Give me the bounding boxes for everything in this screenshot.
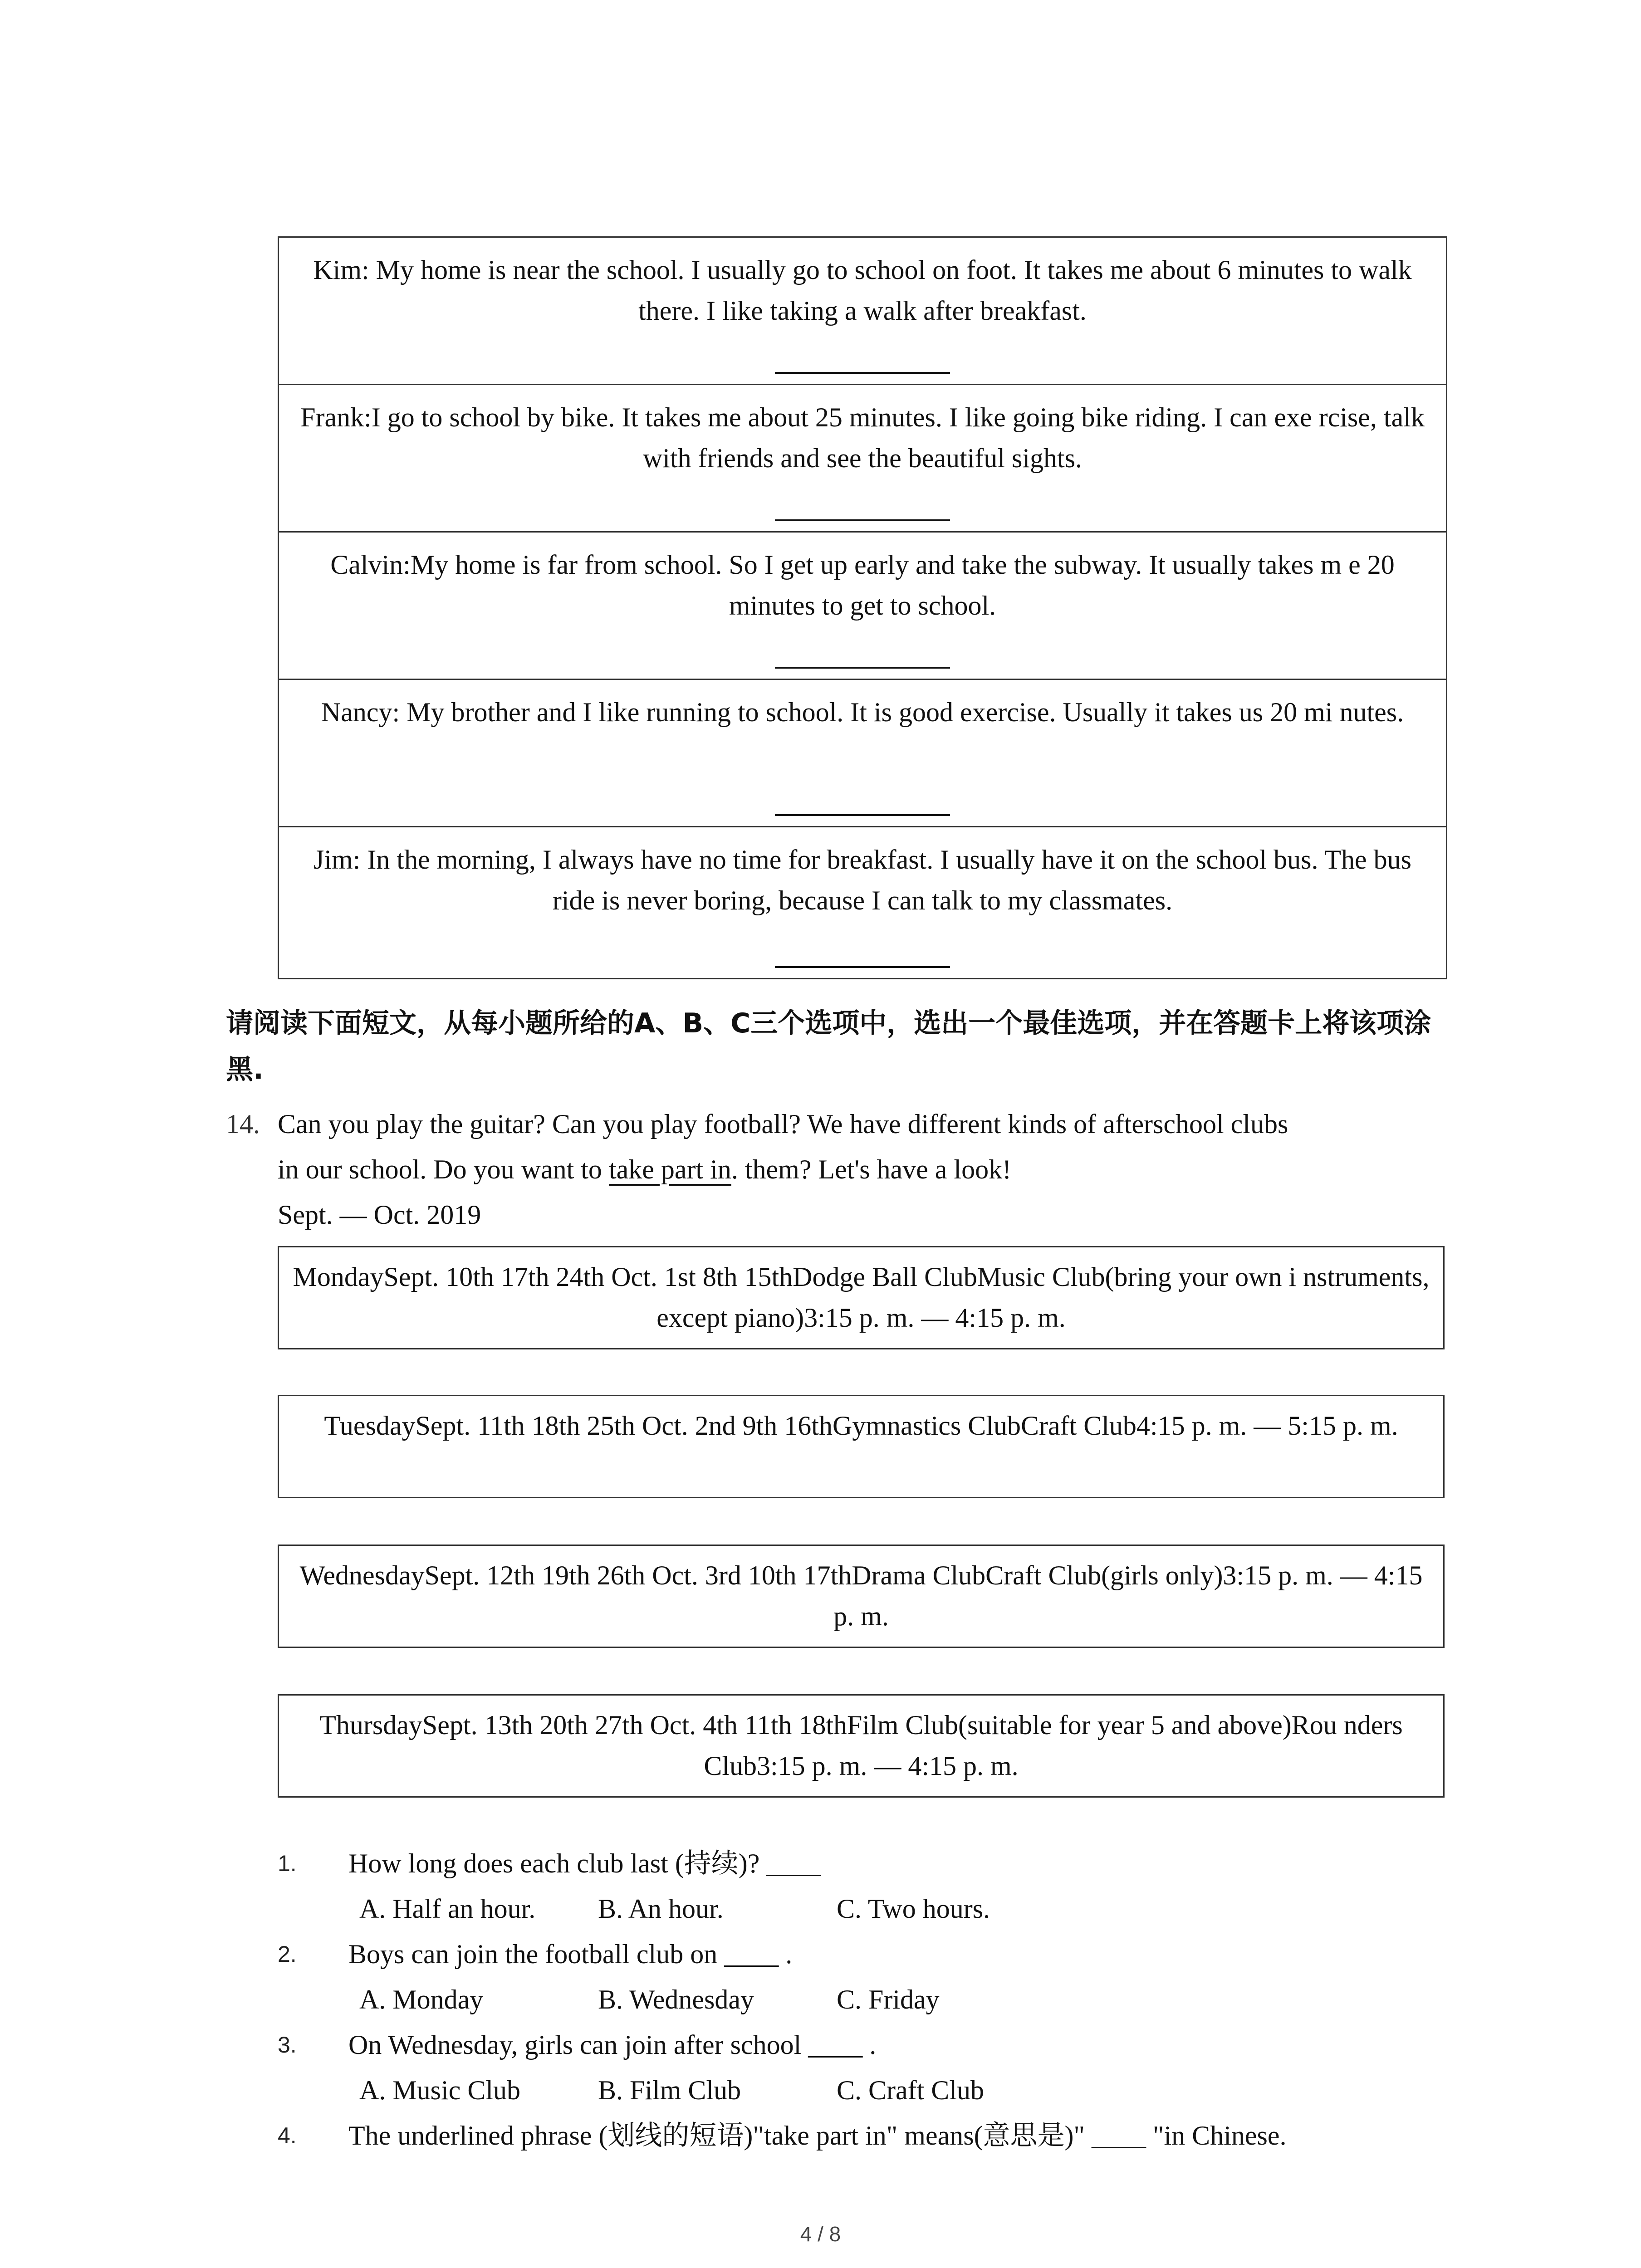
passage-line-2 <box>226 1147 1451 1192</box>
option-c[interactable]: C. Two hours. <box>837 1894 990 1924</box>
passage-line-1: Can you play the guitar? Can you play football? We have different kinds of afterschool clubs <box>278 1109 1288 1139</box>
speaker-row-calvin <box>279 533 1446 680</box>
schedule-text: WednesdaySept. 12th 19th 26th Oct. 3rd 10th 17thDrama ClubCraft Club(girls only)3:15 p. m. — 4:15 p. m. <box>299 1560 1423 1631</box>
option-a[interactable]: A. Half an hour. <box>359 1894 536 1924</box>
question-4 <box>278 2113 1457 2158</box>
option-a[interactable]: A. Monday <box>359 1984 484 2014</box>
schedule-text: MondaySept. 10th 17th 24th Oct. 1st 8th 15thDodge Ball ClubMusic Club(bring your own i nstruments, except piano)3:15 p. m. — 4:15 p. m. <box>293 1262 1430 1333</box>
question-number: 14. <box>226 1109 260 1139</box>
question-3 <box>278 2022 1457 2068</box>
speaker-text: Calvin:My home is far from school. So I get up early and take the subway. It usually takes m e 20 minutes to get to school. <box>330 550 1395 621</box>
answer-blank[interactable] <box>775 372 950 374</box>
option-b[interactable]: B. Film Club <box>598 2075 741 2105</box>
question-number: 4. <box>278 2123 297 2148</box>
speaker-row-kim <box>279 238 1446 385</box>
question-1 <box>278 1841 1457 1886</box>
option-c[interactable]: C. Craft Club <box>837 2075 984 2105</box>
question-text: Boys can join the football club on ____ . <box>348 1939 793 1969</box>
question-14-passage <box>226 1101 1451 1237</box>
option-c[interactable]: C. Friday <box>837 1984 940 2014</box>
schedule-box-wednesday <box>278 1545 1445 1648</box>
speaker-text: Frank:I go to school by bike. It takes me about 25 minutes. I like going bike riding. I can exe rcise, talk with friends and see the beautiful sights. <box>300 402 1425 473</box>
question-number: 3. <box>278 2032 297 2058</box>
schedule-box-thursday <box>278 1694 1445 1798</box>
schedule-text: ThursdaySept. 13th 20th 27th Oct. 4th 11th 18thFilm Club(suitable for year 5 and above)Rou nders Club3:15 p. m. — 4:15 p. m. <box>319 1710 1403 1781</box>
answer-blank[interactable] <box>775 667 950 669</box>
speaker-text: Kim: My home is near the school. I usually go to school on foot. It takes me about 6 minutes to walk there. I like taking a walk after breakfast. <box>313 255 1412 326</box>
question-3-options <box>278 2068 1457 2113</box>
question-text: The underlined phrase (划线的短语)"take part in" means(意思是)" ____ "in Chinese. <box>348 2121 1287 2151</box>
speaker-text: Jim: In the morning, I always have no time for breakfast. I usually have it on the school bus. The bus ride is never boring, because I can talk to my classmates. <box>313 845 1412 915</box>
section-instruction: 请阅读下面短文，从每小题所给的A、B、C三个选项中，选出一个最佳选项，并在答题卡上将该项涂黑. <box>226 1007 1431 1085</box>
option-b[interactable]: B. An hour. <box>598 1894 724 1924</box>
schedule-text: TuesdaySept. 11th 18th 25th Oct. 2nd 9th 16thGymnastics ClubCraft Club4:15 p. m. — 5:15 p. m. <box>324 1411 1398 1441</box>
speaker-table <box>278 236 1447 979</box>
question-number: 2. <box>278 1941 297 1967</box>
page-number: 4 / 8 <box>800 2222 841 2246</box>
answer-blank[interactable] <box>775 966 950 968</box>
date-range: Sept. — Oct. 2019 <box>278 1200 481 1230</box>
passage-text: . them? Let's have a look! <box>731 1154 1012 1184</box>
schedule-box-monday <box>278 1246 1445 1349</box>
underlined-phrase: take part in <box>608 1154 731 1184</box>
option-a[interactable]: A. Music Club <box>359 2075 521 2105</box>
schedule-box-tuesday <box>278 1395 1445 1498</box>
speaker-row-nancy <box>279 680 1446 827</box>
speaker-row-frank <box>279 385 1446 533</box>
question-1-options <box>278 1886 1457 1931</box>
option-b[interactable]: B. Wednesday <box>598 1984 754 2014</box>
answer-blank[interactable] <box>775 519 950 521</box>
question-text: How long does each club last (持续)? ____ <box>348 1848 821 1878</box>
question-number: 1. <box>278 1851 297 1876</box>
question-2 <box>278 1931 1457 1977</box>
speaker-text: Nancy: My brother and I like running to school. It is good exercise. Usually it takes us 20 mi nutes. <box>321 697 1404 727</box>
question-text: On Wednesday, girls can join after school ____ . <box>348 2030 877 2060</box>
question-2-options <box>278 1977 1457 2022</box>
speaker-row-jim <box>279 827 1446 979</box>
answer-blank[interactable] <box>775 814 950 816</box>
passage-text: in our school. Do you want to <box>278 1154 609 1184</box>
question-list <box>278 1841 1457 2158</box>
